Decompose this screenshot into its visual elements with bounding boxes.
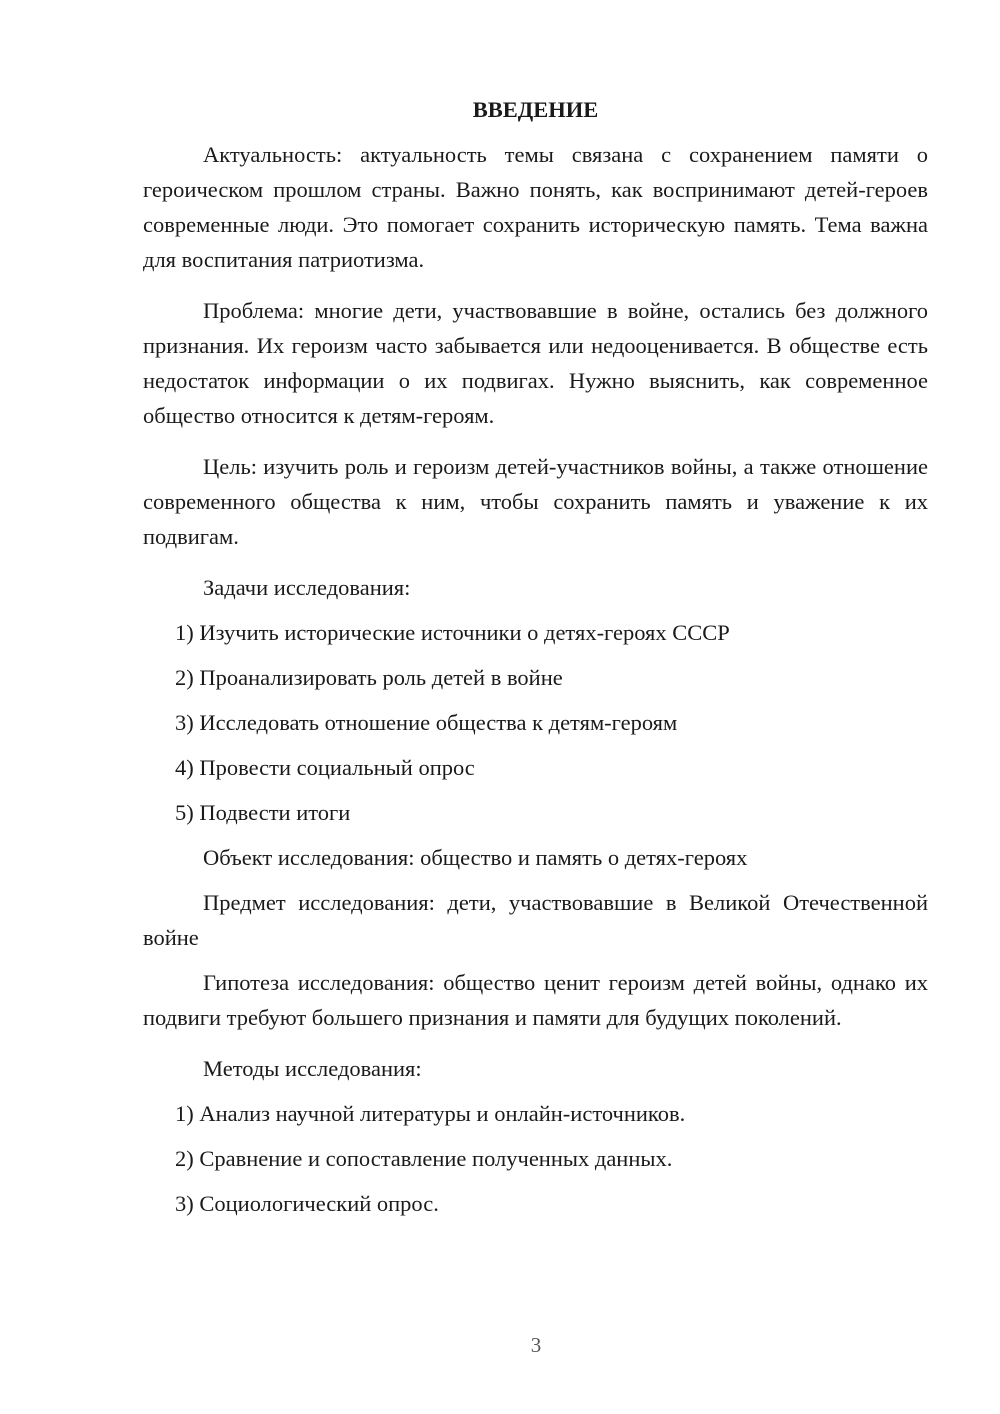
subject-paragraph: Предмет исследования: дети, участвовавшие в Великой Отечественной войне bbox=[143, 890, 928, 950]
page-number: 3 bbox=[530, 1333, 542, 1357]
problem-paragraph: Проблема: многие дети, участвовавшие в войне, остались без должного признания. Их героизм часто забывается или недооценивается. В обществе есть недостаток информации о их подвигах. Нужно выяснить, как современное общество относится к детям-героям. bbox=[143, 298, 928, 428]
method-item: 3) Социологический опрос. bbox=[175, 1191, 439, 1216]
relevance-paragraph: Актуальность: актуальность темы связана с сохранением памяти о героическом прошлом страны. Важно понять, как воспринимают детей-героев современные люди. Это помогает сохранить историческую память. Тема важна для воспитания патриотизма. bbox=[143, 142, 928, 272]
object-line: Объект исследования: общество и память о детях-героях bbox=[203, 845, 748, 870]
task-item: 1) Изучить исторические источники о детях-героях СССР bbox=[175, 620, 730, 645]
goal-paragraph: Цель: изучить роль и героизм детей-участников войны, а также отношение современного общества к ним, чтобы сохранить память и уважение к их подвигам. bbox=[143, 454, 928, 549]
document-page bbox=[143, 92, 928, 1231]
page-title: ВВЕДЕНИЕ bbox=[472, 97, 599, 122]
method-item: 2) Сравнение и сопоставление полученных данных. bbox=[175, 1146, 673, 1171]
methods-heading: Методы исследования: bbox=[203, 1056, 422, 1081]
task-item: 3) Исследовать отношение общества к детям-героям bbox=[175, 710, 678, 735]
hypothesis-paragraph: Гипотеза исследования: общество ценит героизм детей войны, однако их подвиги требуют большего признания и памяти для будущих поколений. bbox=[143, 970, 928, 1030]
task-item: 5) Подвести итоги bbox=[175, 800, 351, 825]
task-item: 4) Провести социальный опрос bbox=[175, 755, 475, 780]
tasks-heading: Задачи исследования: bbox=[203, 575, 411, 600]
method-item: 1) Анализ научной литературы и онлайн-источников. bbox=[175, 1101, 686, 1126]
task-item: 2) Проанализировать роль детей в войне bbox=[175, 665, 563, 690]
